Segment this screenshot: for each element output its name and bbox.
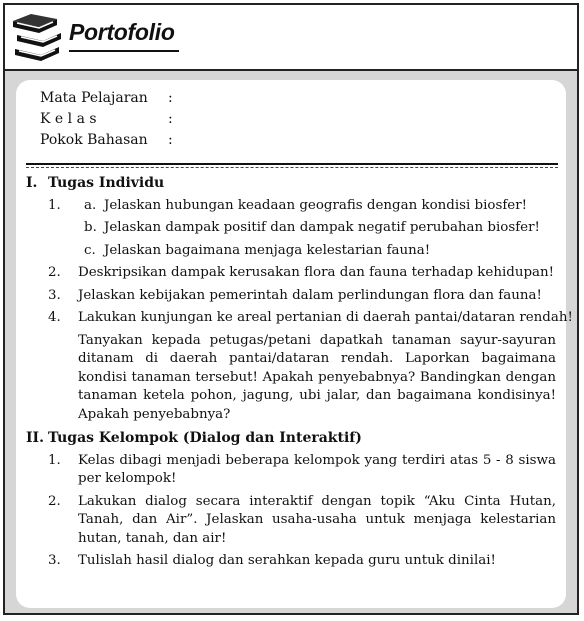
page-title: Portofolio [69, 19, 175, 45]
item-text: Tulislah hasil dialog dan serahkan kepada guru untuk dinilai! [78, 553, 496, 568]
list-item [26, 287, 556, 306]
section-title-text: Tugas Individu [48, 175, 165, 191]
item-number: 1. [48, 452, 61, 468]
item-number: 4. [48, 310, 61, 325]
item-text: Jelaskan bagaimana menjaga kelestarian fauna! [104, 242, 431, 258]
item-number: 2. [48, 493, 61, 509]
item-text: Deskripsikan dampak kerusakan flora dan fauna terhadap kehidupan! [78, 265, 555, 280]
item-letter: a. [84, 197, 97, 213]
item-letter: c. [84, 242, 96, 258]
section-number: II. [26, 430, 44, 446]
list-item [26, 264, 556, 283]
title-underline [69, 50, 179, 52]
item-text: Lakukan dialog secara interaktif dengan topik “Aku Cinta Hutan, Tanah, dan Air”. Jelaskan usaha-usaha untuk menjaga kelestarian hutan, tanah, dan air! [78, 493, 556, 546]
divider [26, 163, 558, 165]
section-title-text: Tugas Kelompok (Dialog dan Interaktif) [48, 430, 362, 446]
list-item [26, 552, 556, 571]
item-paragraph: Tanyakan kepada petugas/petani dapatkah tanaman sayur-sayuran ditanam di daerah pantai/dataran rendah. Laporkan bagaimana kondisi tanaman tersebut! Apakah penyebabnya? Bandingkan dengan tanaman ketela pohon, jagung, ubi jalar, dan bagaimana kondisinya! Apakah penyebabnya? [78, 332, 556, 422]
meta-colon: : [168, 90, 173, 106]
list-item [26, 242, 556, 261]
section-title-group [26, 429, 556, 448]
item-number: 3. [48, 287, 61, 303]
list-item [26, 452, 556, 489]
list-item [26, 309, 573, 328]
divider-dashed [26, 167, 558, 168]
header [5, 5, 577, 71]
item-number: 3. [48, 553, 61, 568]
meta-label: Mata Pelajaran [40, 90, 148, 106]
item-number: 2. [48, 265, 61, 280]
task-content [26, 174, 573, 575]
item-text: Lakukan kunjungan ke areal pertanian di daerah pantai/dataran rendah! [78, 310, 573, 325]
portfolio-frame [3, 3, 579, 615]
section-number: I. [26, 175, 38, 191]
meta-colon: : [168, 132, 173, 148]
meta-label: K e l a s [40, 111, 97, 127]
section-title-individual [26, 174, 556, 193]
item-number: 1. [48, 197, 61, 213]
item-text: Kelas dibagi menjadi beberapa kelompok yang terdiri atas 5 - 8 siswa per kelompok! [78, 452, 556, 486]
list-item [26, 219, 556, 238]
content-card [16, 80, 573, 608]
stacked-books-icon [11, 11, 63, 63]
item-text: Jelaskan kebijakan pemerintah dalam perlindungan flora dan fauna! [78, 287, 542, 303]
list-item [26, 493, 556, 549]
item-text: Jelaskan dampak positif dan dampak negatif perubahan biosfer! [104, 220, 540, 235]
item-letter: b. [84, 220, 97, 235]
meta-colon: : [168, 111, 173, 127]
item-text: Jelaskan hubungan keadaan geografis dengan kondisi biosfer! [104, 197, 528, 213]
meta-label: Pokok Bahasan [40, 132, 148, 148]
list-item [26, 197, 556, 216]
